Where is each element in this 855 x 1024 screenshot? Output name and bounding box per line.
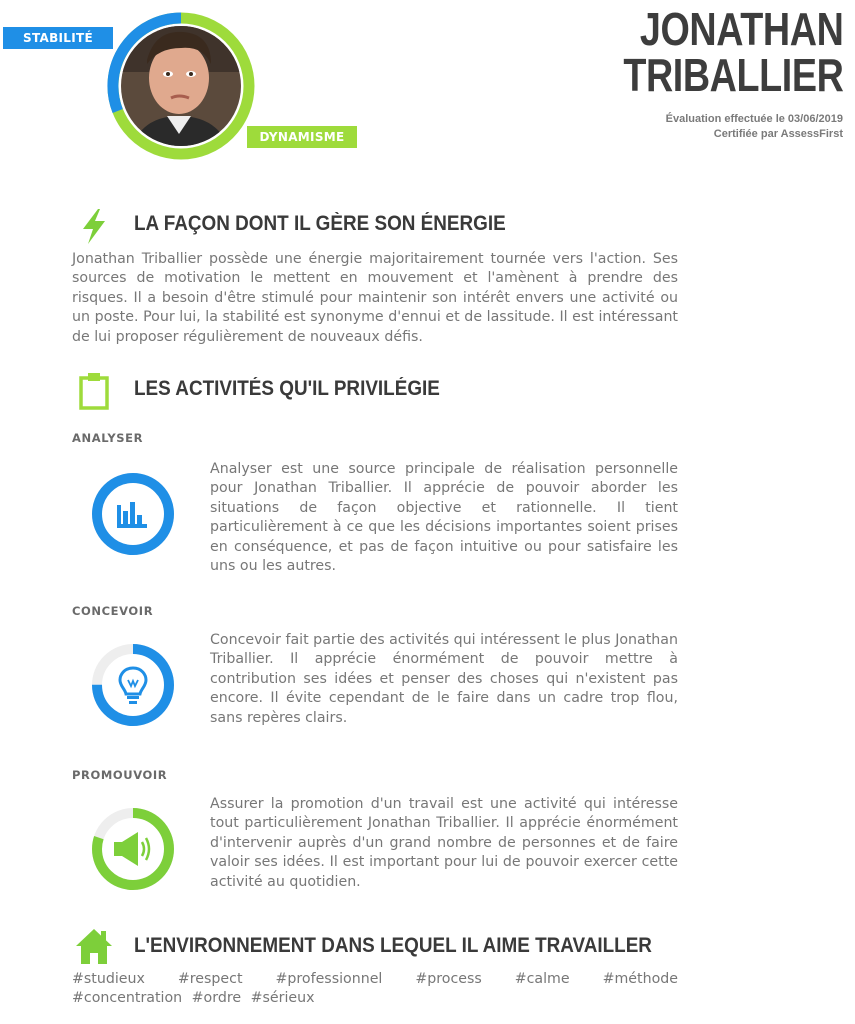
tag-item: #sérieux <box>250 990 315 1007</box>
tags-line-1 <box>72 970 678 989</box>
candidate-name <box>622 3 843 101</box>
bar-chart-icon <box>117 502 147 528</box>
tag-item: #calme <box>514 971 570 987</box>
certification: Certifiée par AssessFirst <box>713 128 843 140</box>
profile-ring <box>107 12 255 160</box>
first-name: JONATHAN <box>639 3 843 55</box>
evaluation-meta <box>666 112 843 142</box>
activity-text-concevoir: Concevoir fait partie des activités qui intéressent le plus Jonathan Triballier. Il apprécie énormément de pouvoir mettre à contribution ses idées et penser des choses qui n'existent pas encore. Il évite cependant de le faire dans un cadre trop flou, sans repères clairs. <box>210 632 678 726</box>
activity-text-promouvoir: Assurer la promotion d'un travail est une activité qui intéresse tout particulièrement Jonathan Triballier. Il apprécie énormément d'intervenir auprès d'un grand nombre de personnes et de faire valoir ses idées. Il est important pour lui de pouvoir exercer cette activité au quotidien. <box>210 796 678 890</box>
stability-tag: STABILITÉ <box>3 27 113 49</box>
environment-section-title: L'ENVIRONNEMENT DANS LEQUEL IL AIME TRAVAILLER <box>134 934 652 957</box>
megaphone-icon <box>114 832 149 866</box>
tag-item: #ordre <box>191 990 242 1007</box>
energy-section-title: LA FAÇON DONT IL GÈRE SON ÉNERGIE <box>134 212 506 235</box>
tag-item: #méthode <box>602 971 678 987</box>
activity-label-promouvoir: PROMOUVOIR <box>72 768 168 782</box>
profile-photo <box>107 12 255 160</box>
tag-item: #respect <box>177 971 243 987</box>
house-icon <box>74 926 114 966</box>
tag-item: #professionnel <box>275 971 383 987</box>
activity-ring-concevoir <box>88 640 178 730</box>
tags-line-2 <box>72 989 678 1008</box>
activity-ring-analyser <box>88 469 178 559</box>
activity-label-analyser: ANALYSER <box>72 431 144 445</box>
dynamism-tag: DYNAMISME <box>247 126 357 148</box>
clipboard-icon <box>74 370 114 410</box>
activities-section-title: LES ACTIVITÉS QU'IL PRIVILÉGIE <box>134 377 440 400</box>
evaluation-date: Évaluation effectuée le 03/06/2019 <box>665 113 843 125</box>
activity-ring-promouvoir <box>88 804 178 894</box>
activity-text-analyser: Analyser est une source principale de réalisation personnelle pour Jonathan Triballier. Il apprécie de pouvoir aborder les situations de façon objective et rationnelle. Il tient particulièrement à ce que les décisions importantes soient prises en conséquence, et pas de façon intuitive ou pour satisfaire les uns ou les autres. <box>210 461 678 575</box>
lightning-icon <box>74 206 114 246</box>
last-name: TRIBALLIER <box>622 49 843 101</box>
tag-item: #studieux <box>72 971 145 987</box>
tag-item: #concentration <box>72 990 183 1007</box>
energy-description: Jonathan Triballier possède une énergie majoritairement tournée vers l'action. Ses sources de motivation le mettent en mouvement et l'amènent à prendre des risques. Il a besoin d'être stimulé pour maintenir son intérêt envers une activité ou un poste. Pour lui, la stabilité est synonyme d'ennui et de lassitude. Il est intéressant de lui proposer régulièrement de nouveaux défis. <box>72 251 678 345</box>
environment-tags <box>72 970 678 1009</box>
lightbulb-icon <box>120 668 146 704</box>
tag-item: #process <box>415 971 482 987</box>
activity-label-concevoir: CONCEVOIR <box>72 604 154 618</box>
